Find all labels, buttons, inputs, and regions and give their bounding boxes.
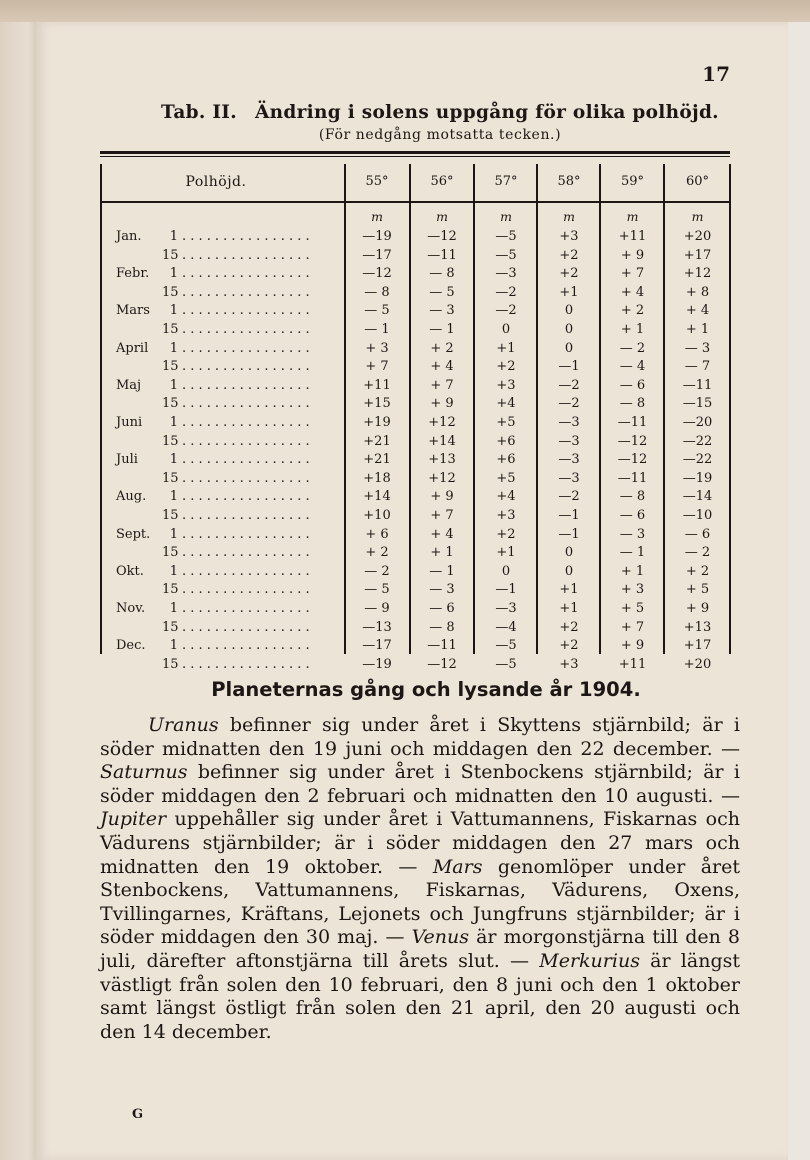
row-day: 1: [169, 303, 178, 319]
table-cell: — 2: [684, 545, 711, 561]
row-day: 15: [162, 656, 179, 672]
table-row: [36, 619, 788, 638]
book-page: [36, 22, 788, 1160]
table-cell: — 6: [429, 601, 455, 616]
table-cell: — 3: [429, 582, 455, 598]
table-row: [36, 656, 788, 675]
planet-name: Venus: [411, 926, 470, 949]
table-cell: — 8: [364, 284, 390, 300]
table-cell: +11: [618, 656, 647, 672]
column-header: 56°: [430, 174, 454, 189]
page-number: 17: [702, 62, 730, 86]
table-cell: +2: [559, 266, 579, 282]
leader-dots: ................: [182, 656, 314, 672]
table-cell: + 1: [620, 563, 645, 579]
row-day: 15: [162, 284, 179, 300]
left-page-edge: [0, 22, 40, 1160]
table-cell: —3: [558, 415, 580, 430]
table-cell: — 7: [684, 359, 711, 375]
table-cell: —4: [495, 619, 517, 635]
table-cell: + 3: [365, 340, 389, 356]
table-cell: +20: [683, 229, 712, 244]
leader-dots: ................: [182, 619, 314, 635]
table-header-label: Polhöjd.: [185, 174, 247, 190]
table-cell: + 5: [685, 582, 710, 598]
table-cell: — 3: [684, 340, 711, 356]
table-cell: +19: [363, 415, 391, 430]
row-day: 15: [162, 247, 179, 263]
table-cell: —22: [682, 452, 713, 468]
table-cell: +15: [363, 396, 391, 412]
table-cell: —12: [617, 433, 648, 449]
column-header: 58°: [557, 174, 581, 189]
table-cell: —13: [362, 619, 392, 635]
table-cell: + 9: [620, 247, 645, 263]
leader-dots: ................: [182, 601, 314, 616]
row-day: 1: [169, 638, 178, 654]
leader-dots: ................: [182, 470, 314, 486]
table-cell: —2: [558, 489, 580, 505]
table-cell: +3: [496, 508, 516, 523]
paragraph-segment: befinner sig under året i Stenbockens stjärnbild; är i söder middagen den 2 februari och midnatten den 10 augusti. —: [100, 761, 740, 807]
table-cell: +2: [559, 247, 579, 263]
row-month: Juli: [116, 452, 138, 468]
table-cell: — 6: [619, 508, 646, 523]
table-row: [36, 563, 788, 582]
table-cell: + 1: [620, 322, 645, 337]
table-subtitle: (För nedgång motsatta tecken.): [318, 127, 562, 143]
table-cell: + 4: [430, 359, 454, 375]
unit-label: m: [371, 209, 383, 224]
leader-dots: ................: [182, 452, 314, 468]
table-cell: + 1: [430, 545, 454, 561]
table-cell: —11: [427, 638, 457, 654]
table-cell: +2: [559, 638, 579, 654]
signature-mark: G: [132, 1107, 144, 1122]
table-cell: +1: [559, 601, 579, 616]
row-day: 1: [169, 526, 178, 542]
leader-dots: ................: [182, 229, 314, 244]
table-cell: +11: [618, 229, 647, 244]
unit-label: m: [626, 209, 639, 224]
table-label: Tab. II.: [161, 102, 237, 123]
table-cell: —11: [617, 415, 648, 430]
table-cell: + 4: [430, 526, 454, 542]
table-cell: +6: [496, 452, 516, 468]
table-cell: +6: [496, 433, 516, 449]
table-row: [36, 470, 788, 489]
leader-dots: ................: [182, 545, 314, 561]
row-day: 1: [169, 377, 178, 393]
table-cell: +4: [496, 489, 516, 505]
table-row: [36, 228, 788, 247]
background-edge: [788, 22, 810, 1160]
table-row: [36, 637, 788, 656]
table-cell: —5: [495, 656, 517, 672]
table-cell: + 2: [685, 563, 710, 579]
table-cell: + 5: [620, 601, 645, 616]
table-row: [36, 284, 788, 303]
leader-dots: ................: [182, 433, 314, 449]
table-row: [36, 377, 788, 396]
table-cell: +17: [683, 247, 712, 263]
table-cell: —1: [495, 582, 517, 598]
table-cell: +1: [496, 340, 516, 356]
leader-dots: ................: [182, 247, 314, 263]
row-day: 1: [169, 266, 178, 282]
table-cell: — 2: [364, 563, 390, 579]
leader-dots: ................: [182, 415, 314, 430]
table-cell: — 4: [619, 359, 646, 375]
row-month: Sept.: [116, 526, 151, 542]
table-cell: +21: [363, 452, 391, 468]
table-cell: — 6: [684, 526, 711, 542]
table-cell: —19: [682, 470, 713, 486]
table-row: [36, 358, 788, 377]
table-row: [36, 302, 788, 321]
table-cell: 0: [501, 563, 511, 579]
table-cell: —20: [682, 415, 713, 430]
table-cell: —10: [682, 508, 713, 523]
row-day: 1: [169, 601, 178, 616]
row-day: 1: [169, 340, 178, 356]
unit-label: m: [563, 209, 575, 224]
table-cell: +12: [428, 470, 456, 486]
table-cell: — 6: [619, 377, 646, 393]
table-cell: +1: [496, 545, 516, 561]
table-cell: 0: [564, 303, 574, 319]
table-cell: + 2: [365, 545, 389, 561]
leader-dots: ................: [182, 508, 314, 523]
row-day: 15: [162, 508, 179, 523]
table-cell: +4: [496, 396, 516, 412]
row-day: 15: [162, 433, 179, 449]
table-row: [36, 581, 788, 600]
table-cell: — 1: [619, 545, 646, 561]
table-cell: +3: [496, 377, 516, 393]
leader-dots: ................: [182, 266, 314, 282]
table-cell: — 8: [619, 396, 646, 412]
paragraph-text: [100, 714, 740, 1044]
table-cell: —3: [558, 452, 580, 468]
table-cell: +2: [559, 619, 579, 635]
planet-paragraph: [100, 714, 740, 1044]
paragraph-segment: är morgonstjärna till den 8 juli, därefter aftonstjärna till årets slut. —: [100, 926, 740, 972]
planet-name: Saturnus: [100, 761, 188, 784]
table-cell: + 4: [685, 303, 710, 319]
paragraph-segment: är längst västligt från solen den 10 februari, den 8 juni och den 1 oktober samt längst östligt från solen den 21 april, den 20 augusti och den 14 december.: [100, 949, 740, 1043]
leader-dots: ................: [182, 284, 314, 300]
table-cell: + 4: [620, 284, 645, 300]
row-day: 1: [169, 563, 178, 579]
table-cell: —2: [495, 303, 517, 319]
leader-dots: ................: [182, 322, 314, 337]
table-cell: +21: [363, 433, 391, 449]
table-cell: —12: [617, 452, 648, 468]
table-cell: —14: [682, 489, 713, 505]
table-cell: +14: [363, 489, 391, 505]
row-day: 15: [162, 619, 179, 635]
row-day: 15: [162, 396, 179, 412]
table-cell: —3: [558, 433, 580, 449]
table-cell: +17: [683, 638, 712, 654]
row-day: 15: [162, 359, 179, 375]
table-cell: +3: [559, 656, 579, 672]
table-cell: + 2: [430, 340, 454, 356]
table-cell: + 9: [685, 601, 710, 616]
table-cell: + 3: [620, 582, 645, 598]
leader-dots: ................: [182, 563, 314, 579]
table-cell: +12: [683, 266, 712, 282]
table-cell: — 5: [364, 582, 390, 598]
table-cell: —15: [682, 396, 713, 412]
leader-dots: ................: [182, 359, 314, 375]
planet-name: Mars: [432, 855, 483, 878]
row-day: 15: [162, 470, 179, 486]
row-month: Aug.: [116, 489, 147, 505]
row-day: 1: [169, 489, 178, 505]
table-cell: +2: [496, 526, 516, 542]
table-cell: +5: [496, 415, 516, 430]
table-top-rule: [100, 151, 730, 154]
row-month: April: [116, 340, 149, 356]
table-row: [36, 544, 788, 563]
table-cell: —19: [362, 656, 392, 672]
table-cell: — 2: [619, 340, 646, 356]
table-cell: — 3: [429, 303, 455, 319]
planet-name: Jupiter: [100, 808, 167, 831]
table-cell: —5: [495, 229, 517, 244]
table-cell: —19: [362, 229, 392, 244]
table-title: [130, 102, 750, 123]
planet-name: Uranus: [148, 714, 219, 736]
table-cell: + 7: [365, 359, 389, 375]
table-cell: + 7: [620, 619, 645, 635]
leader-dots: ................: [182, 526, 314, 542]
table-cell: —1: [558, 526, 580, 542]
table-cell: —1: [558, 508, 580, 523]
table-cell: —5: [495, 247, 517, 263]
leader-dots: ................: [182, 582, 314, 598]
row-month: Juni: [116, 415, 143, 430]
table-cell: +1: [559, 582, 579, 598]
table-cell: +1: [559, 284, 579, 300]
table-cell: +13: [683, 619, 712, 635]
leader-dots: ................: [182, 638, 314, 654]
paragraph-segment: uppehåller sig under året i Vattumannens, Fiskarnas och Vädurens stjärnbilder; är i söder middagen den 27 mars och midnatten den 19 oktober. —: [100, 808, 740, 878]
leader-dots: ................: [182, 303, 314, 319]
table-cell: — 1: [429, 322, 455, 337]
units-row: [36, 208, 788, 227]
row-day: 15: [162, 545, 179, 561]
column-header: 60°: [685, 174, 710, 189]
table-cell: —2: [558, 396, 580, 412]
table-row: [36, 488, 788, 507]
table-row: [36, 247, 788, 266]
table-cell: + 9: [430, 489, 454, 505]
table-cell: —11: [682, 377, 713, 393]
table-cell: —11: [427, 247, 457, 263]
table-cell: — 1: [364, 322, 390, 337]
row-month: Febr.: [116, 266, 150, 282]
table-cell: +20: [683, 656, 712, 672]
row-month: Nov.: [116, 601, 146, 616]
table-row: [36, 414, 788, 433]
table-cell: 0: [564, 322, 574, 337]
table-cell: 0: [564, 545, 574, 561]
table-cell: —12: [362, 266, 392, 282]
column-header: 57°: [494, 174, 518, 189]
table-title-text: Ändring i solens uppgång för olika polhöjd.: [255, 102, 719, 123]
table-cell: +12: [428, 415, 456, 430]
row-month: Mars: [116, 303, 150, 319]
table-cell: —1: [558, 359, 580, 375]
table-cell: +14: [428, 433, 456, 449]
table-cell: + 9: [620, 638, 645, 654]
table-header-rule: [100, 201, 730, 203]
table-cell: +10: [363, 508, 391, 523]
table-cell: +5: [496, 470, 516, 486]
table-cell: —2: [558, 377, 580, 393]
row-month: Dec.: [116, 638, 146, 654]
table-cell: + 1: [685, 322, 710, 337]
table-cell: — 8: [429, 266, 455, 282]
table-cell: — 5: [364, 303, 390, 319]
table-cell: —2: [495, 284, 517, 300]
row-day: 15: [162, 582, 179, 598]
row-day: 1: [169, 229, 178, 244]
paragraph-segment: befinner sig under året i Skyttens stjärnbild; är i söder midnatten den 19 juni och middagen den 22 december. —: [100, 714, 740, 760]
leader-dots: ................: [182, 489, 314, 505]
table-cell: +11: [363, 377, 391, 393]
table-cell: + 7: [430, 508, 454, 523]
table-row: [36, 526, 788, 545]
table-cell: — 8: [429, 619, 455, 635]
table-cell: +2: [496, 359, 516, 375]
table-row: [36, 507, 788, 526]
table-cell: 0: [564, 340, 574, 356]
table-cell: — 9: [364, 601, 390, 616]
table-row: [36, 433, 788, 452]
planet-name: Merkurius: [539, 949, 640, 972]
table-cell: + 7: [620, 266, 645, 282]
table-cell: —12: [427, 656, 457, 672]
table-cell: — 3: [619, 526, 646, 542]
column-header: 55°: [365, 174, 389, 189]
table-row: [36, 321, 788, 340]
table-cell: —3: [558, 470, 580, 486]
table-cell: +18: [363, 470, 391, 486]
unit-label: m: [691, 209, 704, 224]
table-top-rule-thin: [100, 156, 730, 157]
unit-label: m: [500, 209, 512, 224]
table-cell: —22: [682, 433, 713, 449]
table-cell: + 8: [685, 284, 710, 300]
unit-label: m: [436, 209, 448, 224]
table-cell: +3: [559, 229, 579, 244]
table-cell: —11: [617, 470, 648, 486]
table-cell: — 1: [429, 563, 455, 579]
row-day: 1: [169, 415, 178, 430]
table-cell: + 7: [430, 377, 454, 393]
column-header: 59°: [620, 174, 645, 189]
table-cell: —3: [495, 266, 517, 282]
row-month: Jan.: [116, 229, 142, 244]
table-cell: — 5: [429, 284, 455, 300]
row-month: Okt.: [116, 563, 144, 579]
table-row: [36, 600, 788, 619]
row-month: Maj: [116, 377, 142, 393]
table-cell: —17: [362, 638, 392, 654]
table-cell: 0: [501, 322, 511, 337]
table-cell: + 9: [430, 396, 454, 412]
table-cell: + 6: [365, 526, 389, 542]
table-cell: + 2: [620, 303, 645, 319]
row-day: 15: [162, 322, 179, 337]
table-cell: —5: [495, 638, 517, 654]
row-day: 1: [169, 452, 178, 468]
table-row: [36, 451, 788, 470]
section-heading: Planeternas gång och lysande år 1904.: [211, 678, 641, 701]
table-row: [36, 395, 788, 414]
previous-page-edge: [0, 0, 810, 23]
table-cell: —12: [427, 229, 457, 244]
table-row: [36, 265, 788, 284]
paragraph-segment: genomlöper under året Stenbockens, Vattumannens, Fiskarnas, Vädurens, Oxens, Tvillingarnes, Kräftans, Lejonets och Jungfruns stjärnbilder; är i söder middagen den 30 maj. —: [100, 855, 740, 949]
leader-dots: ................: [182, 377, 314, 393]
leader-dots: ................: [182, 396, 314, 412]
table-cell: +13: [428, 452, 456, 468]
table-cell: — 8: [619, 489, 646, 505]
leader-dots: ................: [182, 340, 314, 356]
table-row: [36, 340, 788, 359]
table-cell: —3: [495, 601, 517, 616]
table-cell: 0: [564, 563, 574, 579]
table-cell: —17: [362, 247, 392, 263]
